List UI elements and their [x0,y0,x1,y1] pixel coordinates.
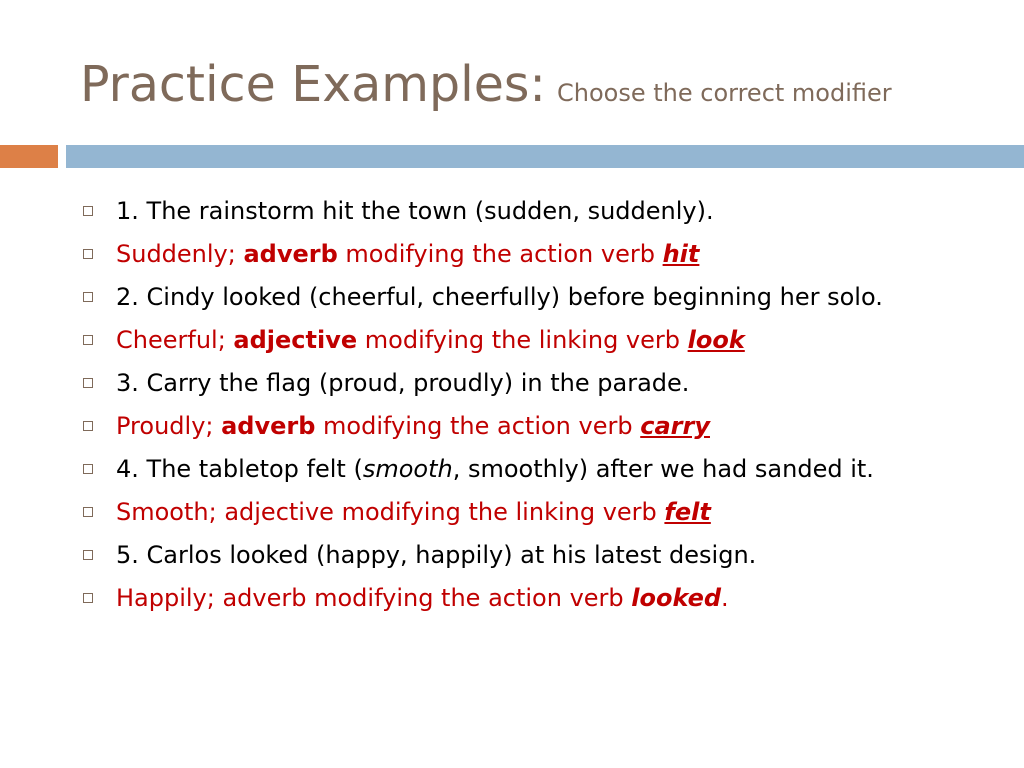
title-main: Practice Examples: [80,56,546,113]
answer-mid: modifying the action verb [337,240,663,268]
square-bullet-icon [83,292,93,302]
list-item-text: 3. Carry the flag (proud, proudly) in the parade. [116,369,690,397]
list-item-answer-1 [80,237,980,271]
answer-text: Happily; adverb modifying the action verb [116,584,632,612]
title-subtitle: Choose the correct modifier [557,79,892,107]
list-item-text: 5. Carlos looked (happy, happily) at his latest design. [116,541,757,569]
verb-word: carry [640,412,710,440]
slide-title [80,56,892,113]
square-bullet-icon [83,206,93,216]
answer-tail: . [721,584,729,612]
list-item-question-3 [80,366,980,400]
answer-lead: Cheerful; [116,326,234,354]
answer-mid: modifying the linking verb [357,326,688,354]
part-of-speech: adverb [243,240,338,268]
question-post: , smoothly) after we had sanded it. [452,455,874,483]
list-item-answer-2 [80,323,980,357]
verb-word: looked [631,584,722,612]
list-item-question-5 [80,538,980,572]
square-bullet-icon [83,378,93,388]
orange-accent-bar [0,145,58,168]
list-item-question-2 [80,280,980,314]
verb-word: felt [664,498,711,526]
answer-mid: modifying the action verb [315,412,641,440]
list-item-text: 1. The rainstorm hit the town (sudden, suddenly). [116,197,714,225]
list-item-text: 2. Cindy looked (cheerful, cheerfully) before beginning her solo. [116,283,883,311]
list-item-answer-3 [80,409,980,443]
question-pre: 4. The tabletop felt ( [116,455,363,483]
square-bullet-icon [83,464,93,474]
answer-text: Smooth; adjective modifying the linking verb [116,498,665,526]
question-emphasis: smooth [362,455,453,483]
blue-accent-bar [66,145,1024,168]
part-of-speech: adjective [233,326,358,354]
answer-lead: Proudly; [116,412,222,440]
bullet-list [80,194,980,624]
verb-word: look [687,326,745,354]
list-item-answer-4 [80,495,980,529]
square-bullet-icon [83,593,93,603]
answer-lead: Suddenly; [116,240,244,268]
square-bullet-icon [83,335,93,345]
part-of-speech: adverb [221,412,316,440]
square-bullet-icon [83,550,93,560]
list-item-question-4 [80,452,980,486]
verb-word: hit [662,240,700,268]
list-item-question-1 [80,194,980,228]
square-bullet-icon [83,421,93,431]
list-item-answer-5 [80,581,980,615]
square-bullet-icon [83,249,93,259]
square-bullet-icon [83,507,93,517]
